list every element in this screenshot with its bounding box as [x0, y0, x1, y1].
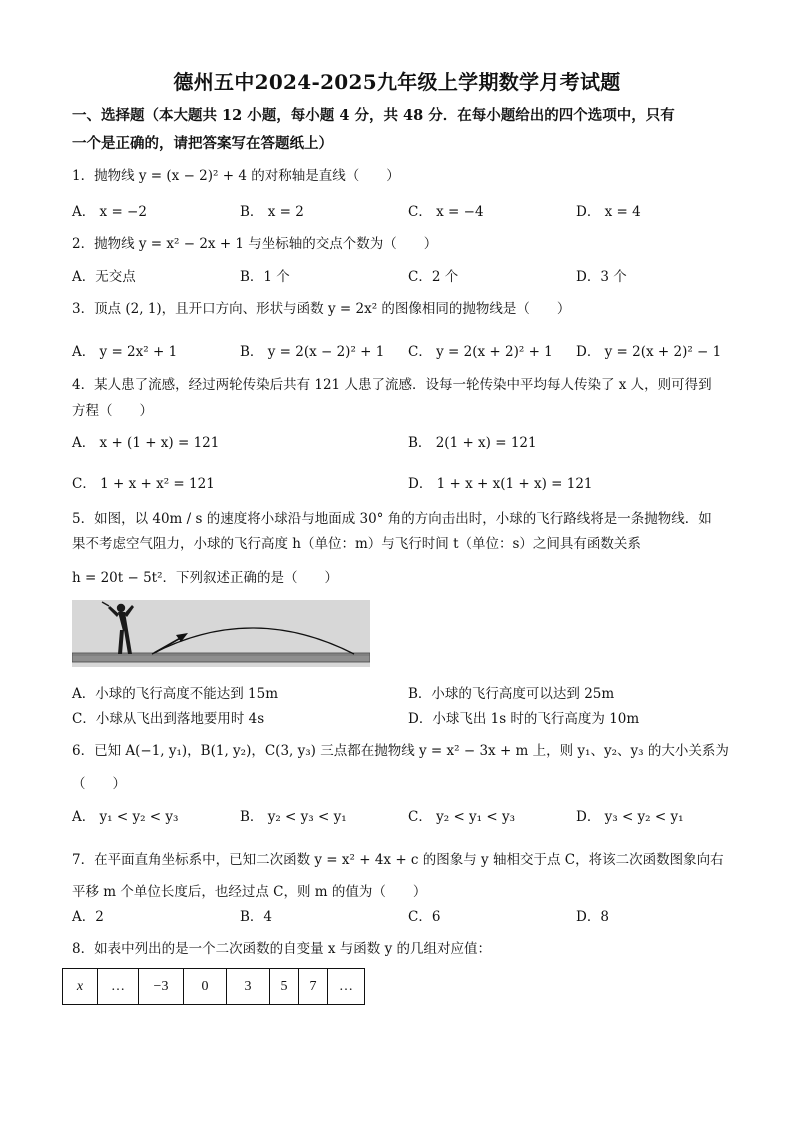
- q6-stem-line1: 6．已知 A(−1, y₁)，B(1, y₂)，C(3, y₃) 三点都在抛物线 y = x² − 3x + m 上，则 y₁、y₂、y₃ 的大小关系为: [72, 743, 729, 759]
- q2-option-c: C．2 个: [408, 269, 459, 285]
- q7-option-c: C．6: [408, 909, 441, 925]
- q4-option-b: B． 2(1 + x) = 121: [408, 435, 537, 451]
- q4-option-d: D． 1 + x + x(1 + x) = 121: [408, 476, 593, 492]
- q3-stem: 3．顶点 (2, 1)，且开口方向、形状与函数 y = 2x² 的图像相同的抛物线是（ ）: [72, 301, 571, 317]
- table-cell: x: [63, 969, 98, 1005]
- q4-stem-line1: 4．某人患了流感，经过两轮传染后共有 121 人患了流感．设每一轮传染中平均每人传染了 x 人，则可得到: [72, 377, 712, 393]
- q7-stem-line1: 7．在平面直角坐标系中，已知二次函数 y = x² + 4x + c 的图象与 y 轴相交于点 C，将该二次函数图象向右: [72, 852, 724, 868]
- q2-stem: 2．抛物线 y = x² − 2x + 1 与坐标轴的交点个数为（ ）: [72, 236, 438, 252]
- q6-option-d: D． y₃ < y₂ < y₁: [576, 809, 684, 825]
- q1-option-b: B． x = 2: [240, 204, 304, 220]
- q6-option-b: B． y₂ < y₃ < y₁: [240, 809, 347, 825]
- section-heading-line2: 一个是正确的，请把答案写在答题纸上）: [72, 135, 333, 152]
- q7-stem-line2: 平移 m 个单位长度后，也经过点 C，则 m 的值为（ ）: [72, 884, 427, 900]
- table-cell: −3: [139, 969, 184, 1005]
- table-cell: 0: [184, 969, 227, 1005]
- q1-option-c: C． x = −4: [408, 204, 484, 220]
- table-cell: …: [98, 969, 139, 1005]
- q3-option-a: A． y = 2x² + 1: [72, 344, 178, 360]
- q7-option-a: A．2: [72, 909, 104, 925]
- q1-stem: 1．抛物线 y = (x − 2)² + 4 的对称轴是直线（ ）: [72, 168, 400, 184]
- table-cell: 5: [270, 969, 299, 1005]
- q2-option-d: D．3 个: [576, 269, 627, 285]
- q5-stem-line2: 果不考虑空气阻力，小球的飞行高度 h（单位：m）与飞行时间 t（单位：s）之间具有函数关系: [72, 536, 641, 552]
- q4-stem-line2: 方程（ ）: [72, 403, 153, 419]
- q5-option-c: C．小球从飞出到落地要用时 4s: [72, 711, 265, 727]
- table-row: [63, 969, 365, 1005]
- q3-option-c: C． y = 2(x + 2)² + 1: [408, 344, 553, 360]
- q7-option-b: B．4: [240, 909, 273, 925]
- q5-option-b: B．小球的飞行高度可以达到 25m: [408, 686, 615, 702]
- ground-strip: [72, 653, 370, 662]
- q5-stem-line1: 5．如图，以 40m / s 的速度将小球沿与地面成 30° 角的方向击出时，小球的飞行路线将是一条抛物线．如: [72, 511, 712, 527]
- table-cell: 7: [299, 969, 328, 1005]
- q6-option-c: C． y₂ < y₁ < y₃: [408, 809, 516, 825]
- q8-stem: 8．如表中列出的是一个二次函数的自变量 x 与函数 y 的几组对应值：: [72, 941, 491, 957]
- q2-option-a: A．无交点: [72, 269, 136, 285]
- q3-option-d: D． y = 2(x + 2)² − 1: [576, 344, 722, 360]
- table-cell: 3: [227, 969, 270, 1005]
- golf-swing-figure: [72, 600, 370, 667]
- page-title: 德州五中2024-2025九年级上学期数学月考试题: [173, 70, 621, 94]
- q4-option-a: A． x + (1 + x) = 121: [72, 435, 220, 451]
- table-cell: …: [328, 969, 365, 1005]
- section-heading-line1: 一、选择题（本大题共 12 小题，每小题 4 分，共 48 分．在每小题给出的四个选项中，只有: [72, 107, 675, 124]
- q1-option-a: A． x = −2: [72, 204, 147, 220]
- q6-stem-line2: （ ）: [72, 776, 126, 792]
- q2-option-b: B．1 个: [240, 269, 290, 285]
- q3-option-b: B． y = 2(x − 2)² + 1: [240, 344, 385, 360]
- q5-option-d: D．小球飞出 1s 时的飞行高度为 10m: [408, 711, 640, 727]
- q1-option-d: D． x = 4: [576, 204, 641, 220]
- q7-option-d: D．8: [576, 909, 609, 925]
- q5-option-a: A．小球的飞行高度不能达到 15m: [72, 686, 279, 702]
- q6-option-a: A． y₁ < y₂ < y₃: [72, 809, 179, 825]
- q5-stem-line3: h = 20t − 5t²．下列叙述正确的是（ ）: [72, 570, 339, 586]
- xy-value-table: [62, 968, 365, 1005]
- q4-option-c: C． 1 + x + x² = 121: [72, 476, 215, 492]
